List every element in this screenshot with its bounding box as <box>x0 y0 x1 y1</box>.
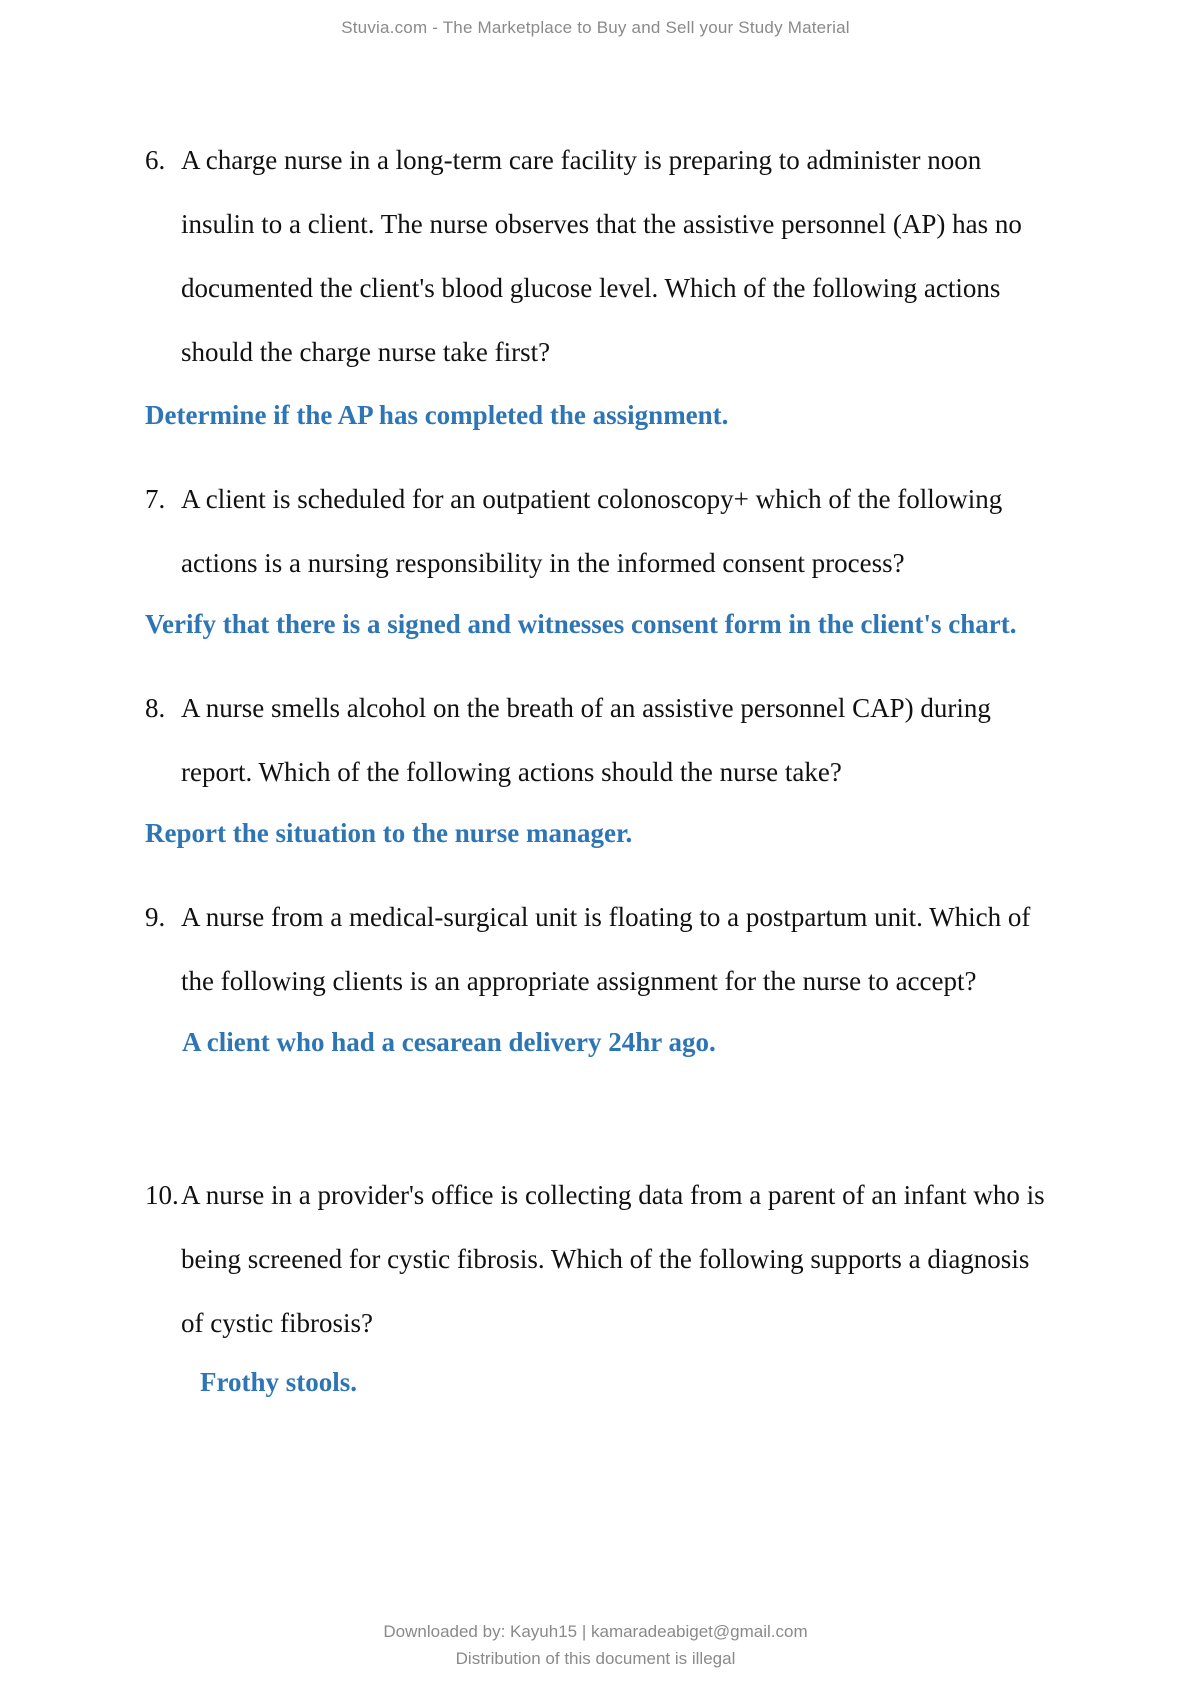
question-line: A nurse from a medical-surgical unit is floating to a postpartum unit. Which of <box>181 902 1031 932</box>
question-number: 9. <box>145 902 166 932</box>
answer-7: Verify that there is a signed and witnesses consent form in the client's chart. <box>145 609 1017 639</box>
question-line: of cystic fibrosis? <box>181 1308 373 1338</box>
footer-distribution-notice: Distribution of this document is illegal <box>455 1649 736 1668</box>
footer-downloaded-by: Downloaded by: Kayuh15 | kamaradeabiget@gmail.com <box>383 1622 808 1641</box>
question-line: insulin to a client. The nurse observes that the assistive personnel (AP) has no <box>181 209 1022 239</box>
question-number: 10. <box>145 1180 179 1210</box>
question-text <box>181 1163 1045 1355</box>
question-line: A nurse in a provider's office is collecting data from a parent of an infant who is <box>181 1180 1045 1210</box>
question-line: report. Which of the following actions should the nurse take? <box>181 757 842 787</box>
answer-6: Determine if the AP has completed the assignment. <box>145 400 729 430</box>
question-number: 7. <box>145 484 166 514</box>
answer-9: A client who had a cesarean delivery 24hr ago. <box>182 1027 716 1057</box>
question-line: A charge nurse in a long-term care facility is preparing to administer noon <box>181 145 982 175</box>
page-header: Stuvia.com - The Marketplace to Buy and Sell your Study Material <box>341 18 850 37</box>
question-text <box>181 885 1030 1013</box>
question-line: actions is a nursing responsibility in the informed consent process? <box>181 548 905 578</box>
question-text <box>181 467 1002 595</box>
question-line: the following clients is an appropriate assignment for the nurse to accept? <box>181 966 977 996</box>
answer-10: Frothy stools. <box>200 1367 358 1397</box>
answer-8: Report the situation to the nurse manager. <box>145 818 633 848</box>
question-number: 6. <box>145 145 166 175</box>
question-number: 8. <box>145 693 166 723</box>
question-text <box>181 128 1022 384</box>
question-line: documented the client's blood glucose level. Which of the following actions <box>181 273 1001 303</box>
question-line: should the charge nurse take first? <box>181 337 551 367</box>
question-line: being screened for cystic fibrosis. Which of the following supports a diagnosis <box>181 1244 1030 1274</box>
question-line: A client is scheduled for an outpatient colonoscopy+ which of the following <box>181 484 1003 514</box>
question-line: A nurse smells alcohol on the breath of an assistive personnel CAP) during <box>181 693 991 723</box>
question-text <box>181 676 991 804</box>
